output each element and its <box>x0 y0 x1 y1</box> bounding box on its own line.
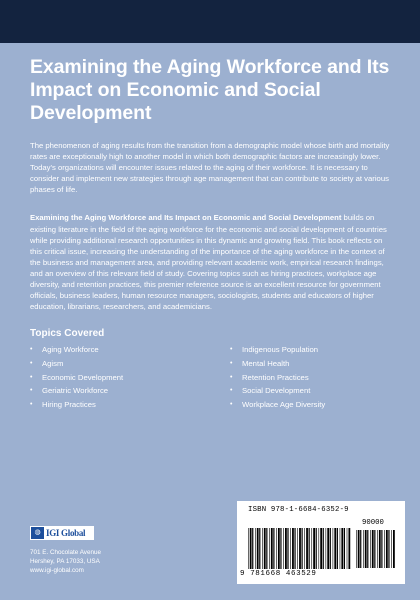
topic-item <box>230 384 325 398</box>
ean-digits: 9 781668 463529 <box>240 570 317 578</box>
topic-label: Mental Health <box>242 358 290 368</box>
topic-item <box>230 357 325 371</box>
addon-barcode <box>356 530 400 568</box>
bullet-icon: • <box>30 400 33 408</box>
topic-label: Economic Development <box>42 372 124 382</box>
price-code-text: 90000 <box>362 519 384 527</box>
topic-label: Geriatric Workforce <box>42 386 109 396</box>
topics-list <box>30 343 395 411</box>
bullet-icon: • <box>30 359 33 367</box>
topic-label: Retention Practices <box>242 372 309 382</box>
bullet-icon: • <box>230 400 233 408</box>
publisher-logo <box>30 526 94 540</box>
topic-item <box>230 398 325 412</box>
bullet-icon: • <box>230 387 233 395</box>
address-line-1: 701 E. Chocolate Avenue <box>30 549 101 556</box>
top-band <box>0 0 420 43</box>
publisher-address <box>30 548 101 575</box>
topic-item <box>30 384 233 398</box>
topics-column-left <box>30 343 233 411</box>
book-title-inline: Examining the Aging Workforce and Its Impact on Economic and Social Development <box>30 213 342 223</box>
back-cover-content <box>30 56 395 411</box>
description-paragraph-2 <box>30 212 395 312</box>
topic-item <box>30 371 233 385</box>
globe-icon: ◍ <box>31 527 44 539</box>
bullet-icon: • <box>230 373 233 381</box>
topic-label: Social Development <box>242 386 311 396</box>
topic-label: Workplace Age Diversity <box>242 399 326 409</box>
topics-heading: Topics Covered <box>30 328 105 340</box>
topic-label: Hiring Practices <box>42 399 96 409</box>
isbn-text: ISBN 978-1-6684-6352-9 <box>248 506 349 514</box>
topic-label: Aging Workforce <box>42 345 99 355</box>
topic-item <box>230 371 325 385</box>
topic-item <box>30 343 233 357</box>
description-paragraph-2-body: builds on existing literature in the field of the aging workforce for the economic and social development of countries while providing additional research opportunities in this dynamic and growing field. This book reflects on this critical issue, increasing the understanding of the importance of the aging workforce in the context of the business and management area, and providing relevant academic work, empirical research findings, and an overview of this relevant field of study. Covering topics such as hiring practices, workplace age diversity, and retention practices, this premier reference source is an excellent resource for government officials, business leaders, human resource managers, sociologists, students and educators of higher education, librarians, researchers, and academicians. <box>30 213 387 312</box>
topic-label: Agism <box>42 358 64 368</box>
bullet-icon: • <box>30 346 33 354</box>
topic-label: Indigenous Population <box>242 345 319 355</box>
publisher-website: www.igi-global.com <box>30 567 84 574</box>
topic-item <box>230 343 325 357</box>
topics-column-right <box>230 343 325 411</box>
book-title: Examining the Aging Workforce and Its Impact on Economic and Social Development <box>30 56 390 124</box>
topic-item <box>30 398 233 412</box>
bullet-icon: • <box>230 359 233 367</box>
publisher-logo-text: IGI Global <box>46 528 86 538</box>
description-paragraph-1: The phenomenon of aging results from the transition from a demographic model whose birth and mortality rates are exceptionally high to another model in which both demographic factors are increasingly lower. Today's organizations will encounter issues related to the aging of their workforce. It is necessary to consider and implement new strategies through age management that can contribute to society at various phases of life. <box>30 141 390 195</box>
bullet-icon: • <box>30 373 33 381</box>
address-line-2: Hershey, PA 17033, USA <box>30 558 100 565</box>
topic-item <box>30 357 233 371</box>
bullet-icon: • <box>230 346 233 354</box>
bullet-icon: • <box>30 387 33 395</box>
